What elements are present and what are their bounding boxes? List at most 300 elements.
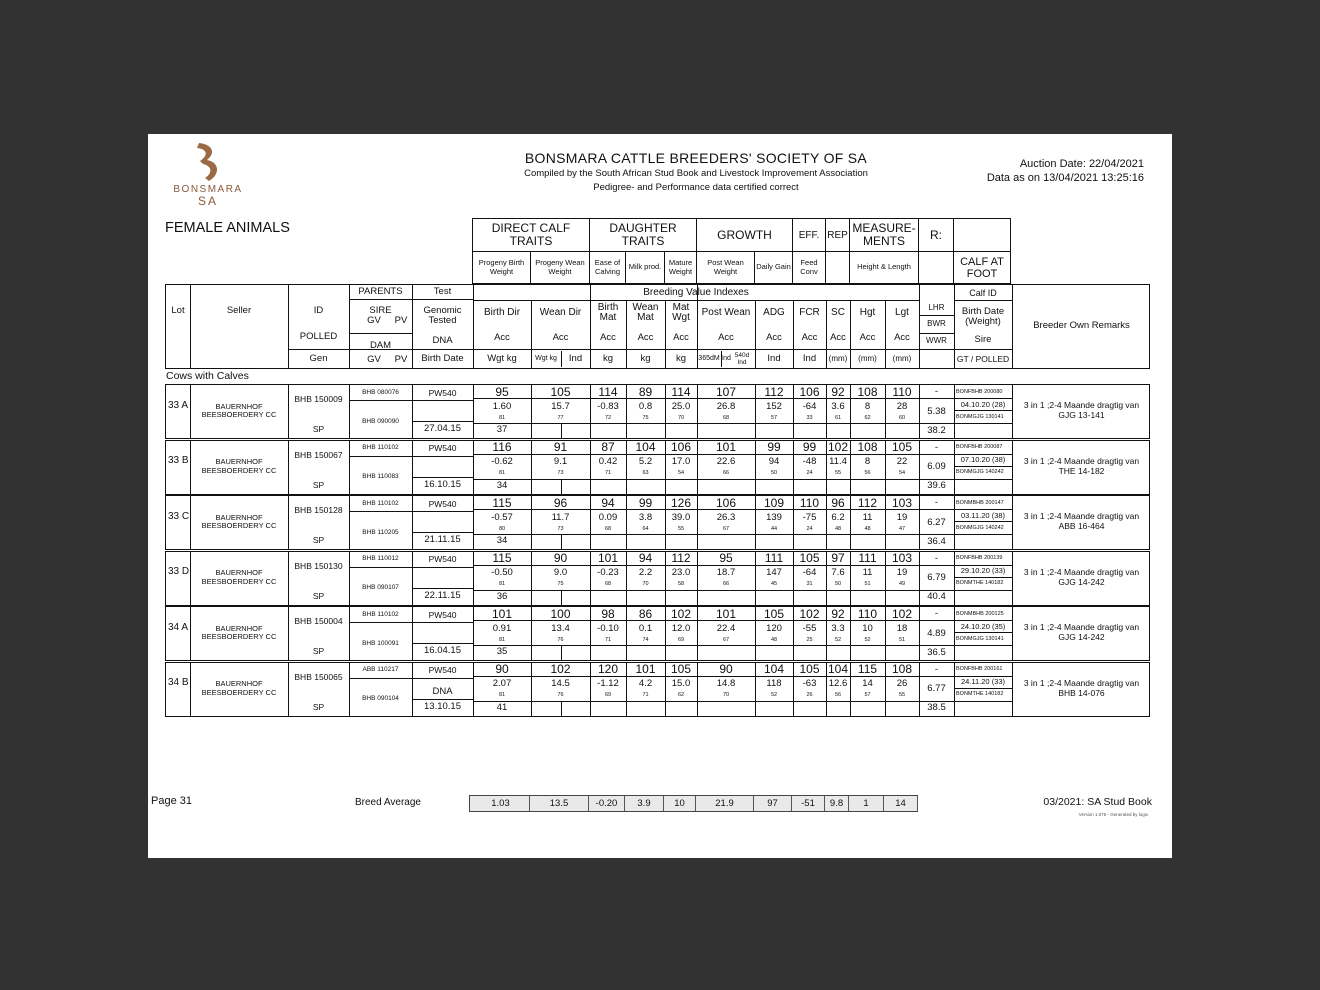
animal-id: BHB 150130: [294, 560, 343, 571]
index-lgt: 108: [891, 662, 913, 676]
lot-number: 34 A: [168, 621, 189, 633]
row-column-rule: [561, 534, 562, 549]
row-rule: [473, 479, 919, 480]
sire-id: BHB 080076: [362, 388, 399, 396]
column-adg: ADG: [763, 307, 785, 318]
page-subtitle: Compiled by the South African Stud Book and Livestock Improvement Association: [524, 168, 868, 179]
subgroup-postwean: Post Wean Weight: [696, 251, 755, 284]
index-pw: 101: [715, 440, 737, 454]
accuracy-wd: 76: [557, 636, 564, 643]
index-adg: 109: [763, 495, 785, 510]
accuracy-wd: 76: [557, 692, 564, 698]
breeder-remark: 3 in 1 ;2-4 Maande dragtig van BHB 14-076: [1023, 677, 1140, 698]
index-lgt: 103: [891, 551, 913, 565]
accuracy-mw: 70: [677, 414, 685, 421]
birth-date: 22.11.15: [424, 589, 461, 601]
bwr-value: 6.79: [927, 572, 946, 583]
column-dna: DNA: [432, 335, 453, 346]
header-row-rule: [473, 300, 919, 301]
value-sc: 3.3: [831, 622, 845, 634]
row-rule: [349, 456, 473, 457]
accuracy-adg: 48: [770, 636, 778, 643]
value-sc: 3.6: [831, 400, 845, 412]
accuracy-mw: 58: [677, 581, 685, 587]
index-fcr: 99: [802, 440, 817, 454]
accuracy-hgt: 62: [864, 414, 871, 421]
index-wd: 100: [550, 606, 571, 621]
column-calf-birth-date: Birth Date (Weight): [961, 306, 1005, 327]
accuracy-fcr: 33: [806, 414, 813, 421]
seller-name: BAUERNHOF BEESBOERDERY CC: [201, 457, 277, 475]
birth-date: 16.10.15: [424, 478, 461, 490]
value-wd: 9.0: [553, 567, 568, 578]
column-birth-mat: Birth Mat: [597, 302, 619, 323]
accuracy-mw: 54: [677, 470, 685, 476]
average-pw: 21.9: [696, 796, 754, 811]
accuracy-wm: 75: [642, 414, 649, 421]
value-bm: -0.23: [597, 567, 619, 578]
sire-id: ABB 110217: [362, 666, 399, 673]
bwr-value: 6.77: [927, 683, 946, 694]
birth-date: 13.10.15: [424, 700, 461, 712]
calf-birth-date: 04.10.20 (28): [960, 399, 1006, 409]
calf-id: BONFBHB 200139: [956, 555, 1003, 561]
group-direct: DIRECT CALF TRAITS: [472, 218, 590, 252]
index-bd: 95: [495, 384, 509, 399]
column-unit: 365dM: [698, 355, 720, 362]
column-unit: (mm): [892, 354, 912, 363]
index-wd: 105: [550, 384, 571, 399]
index-bm: 101: [597, 551, 619, 565]
index-bm: 114: [598, 384, 618, 399]
calf-sire: BONMTHE 140182: [956, 691, 1004, 697]
subgroup-feed: Feed Conv: [792, 251, 826, 284]
dam-id: BHB 100091: [362, 639, 399, 647]
seller-name: BAUERNHOF BEESBOERDERY CC: [201, 623, 277, 641]
index-pw: 101: [715, 606, 737, 621]
wwr-value: 38.5: [927, 702, 946, 713]
accuracy-bm: 71: [604, 636, 612, 643]
row-rule: [473, 423, 919, 424]
column-sire: SIRE: [369, 305, 392, 316]
bwr-value: 6.09: [927, 461, 946, 472]
column-id: ID: [313, 305, 324, 316]
accuracy-wd: 75: [557, 581, 564, 587]
column-gen: Gen: [309, 353, 328, 364]
index-wm: 101: [635, 662, 656, 676]
breeder-remark: 3 in 1 ;2-4 Maande dragtig van ABB 16-464: [1023, 511, 1140, 531]
seller-name: BAUERNHOF BEESBOERDERY CC: [201, 679, 277, 697]
dna-flag: [412, 629, 473, 643]
accuracy-bm: 71: [604, 470, 612, 476]
index-mw: 105: [670, 662, 692, 676]
sire-id: BHB 110102: [362, 444, 399, 451]
breed-average-bar: [469, 795, 918, 812]
accuracy-adg: 50: [770, 470, 778, 476]
value-pw: 18.7: [716, 567, 736, 578]
value-mw: 12.0: [671, 622, 691, 634]
lhr-value: -: [934, 552, 939, 564]
column-lgt: Lgt: [895, 307, 909, 318]
row-rule: [954, 645, 1012, 646]
value-mw: 39.0: [671, 511, 691, 523]
value-sc: 7.6: [831, 567, 845, 578]
column-wean-dir: Wean Dir: [539, 307, 582, 318]
seller-name: BAUERNHOF BEESBOERDERY CC: [201, 568, 277, 586]
header-row-rule: [349, 333, 412, 334]
row-rule: [349, 511, 473, 512]
dam-id: BHB 110083: [362, 473, 399, 480]
accuracy-bm: 72: [604, 414, 612, 421]
index-pw: 95: [719, 551, 733, 565]
index-sc: 104: [827, 662, 849, 676]
index-sc: 92: [831, 606, 845, 621]
row-column-rule: [561, 590, 562, 605]
accuracy-bm: 68: [604, 581, 612, 587]
column-genomic: Genomic Tested: [423, 305, 462, 326]
row-rule: [954, 423, 1012, 424]
average-bd: 1.03: [472, 796, 530, 811]
column-lot: Lot: [171, 305, 185, 316]
lot-number: 33 B: [168, 455, 189, 466]
test-code: PW540: [428, 554, 457, 564]
header-column-rule: [561, 351, 562, 367]
index-wd: 90: [553, 551, 568, 565]
index-fcr: 105: [799, 551, 820, 565]
value-lgt: 28: [896, 400, 908, 412]
row-column-rule: [1012, 607, 1013, 660]
column-wean-mat: Wean Mat: [632, 302, 659, 323]
column-gt-polled: GT / POLLED: [956, 353, 1010, 364]
index-mw: 106: [670, 440, 692, 454]
calf-sire: BONMGJG 140242: [956, 524, 1004, 531]
accuracy-pw: 68: [722, 414, 730, 421]
column-header: [165, 284, 1150, 369]
animal-gen: SP: [312, 646, 325, 656]
column-acc: Acc: [673, 332, 689, 343]
dna-flag: DNA: [432, 686, 453, 697]
test-code: PW540: [428, 387, 457, 398]
lhr-value: -: [934, 386, 939, 397]
lhr-value: -: [934, 663, 939, 675]
dna-flag: [412, 463, 473, 477]
header-row-rule: [954, 300, 1012, 301]
index-hgt: 111: [858, 551, 877, 565]
index-wm: 99: [638, 495, 653, 510]
value-mw: 15.0: [671, 678, 691, 689]
birth-date: 21.11.15: [424, 534, 461, 545]
column-remarks: Breeder Own Remarks: [1033, 320, 1130, 331]
index-adg: 112: [764, 384, 784, 399]
lhr-value: -: [934, 441, 939, 453]
seller-name: BAUERNHOF BEESBOERDERY CC: [201, 401, 277, 419]
accuracy-bm: 69: [604, 692, 612, 698]
accuracy-pw: 67: [722, 636, 730, 643]
breeder-remark: 3 in 1 ;2-4 Maande dragtig van GJG 14-242: [1023, 566, 1140, 587]
subgroup-r_blank: [918, 251, 954, 284]
accuracy-adg: 52: [770, 692, 778, 698]
row-column-rule: [1012, 552, 1013, 605]
value-mw: 23.0: [671, 567, 691, 578]
value-hgt: 8: [864, 456, 871, 467]
table-row: [165, 440, 1150, 495]
value-hgt: 14: [862, 678, 873, 689]
lot-number: 33 C: [168, 510, 190, 522]
bull-head-icon: [191, 140, 225, 184]
accuracy-hgt: 56: [864, 470, 871, 476]
accuracy-adg: 45: [770, 581, 778, 587]
accuracy-mw: 69: [677, 636, 685, 643]
value-bm: 0.42: [598, 456, 618, 467]
auction-date: Auction Date: 22/04/2021: [1019, 158, 1144, 170]
accuracy-wm: 74: [642, 636, 649, 643]
index-adg: 105: [763, 606, 785, 621]
accuracy-lgt: 47: [898, 525, 906, 532]
seller-name: BAUERNHOF BEESBOERDERY CC: [201, 512, 277, 530]
value-bd: -0.62: [491, 456, 513, 467]
index-bd: 116: [492, 440, 512, 454]
value-hgt: 8: [864, 400, 871, 412]
calf-sire: BONMGJG 130141: [956, 635, 1004, 642]
studbook-label: 03/2021: SA Stud Book: [1043, 796, 1152, 808]
column-unit: Ind: [767, 353, 781, 364]
test-code: PW540: [428, 665, 457, 675]
value-wd: 15.7: [551, 400, 570, 412]
index-wd: 96: [553, 495, 568, 510]
value-lgt: 19: [896, 511, 908, 523]
value-pw: 22.6: [716, 456, 736, 467]
accuracy-sc: 55: [834, 470, 842, 476]
table-row: [165, 606, 1150, 661]
animal-id: BHB 150009: [294, 394, 343, 404]
row-rule: [473, 701, 919, 702]
index-wm: 104: [635, 440, 656, 454]
dam-id: BHB 090107: [362, 584, 399, 591]
subgroup-rep_blank: [825, 251, 850, 284]
value-adg: 147: [766, 567, 782, 578]
wwr-value: 39.6: [927, 480, 946, 491]
value-fcr: -64: [802, 567, 817, 578]
average-mw: 10: [664, 796, 696, 811]
lot-number: 33 A: [168, 399, 189, 411]
column-acc: Acc: [894, 332, 910, 343]
wwr-value: 36.5: [927, 646, 946, 658]
index-bd: 115: [492, 551, 512, 565]
row-rule: [954, 590, 1012, 591]
value-pw: 14.8: [716, 678, 736, 689]
accuracy-sc: 52: [834, 636, 842, 643]
group-daughter: DAUGHTER TRAITS: [589, 218, 697, 252]
value-adg: 120: [766, 622, 782, 634]
accuracy-wm: 71: [642, 692, 649, 698]
accuracy-fcr: 24: [806, 525, 813, 532]
column-unit: 540d Ind: [734, 352, 750, 366]
value-lgt: 26: [896, 678, 908, 689]
index-fcr: 106: [799, 384, 820, 399]
row-rule: [954, 534, 1012, 535]
wwr-value: 38.2: [927, 424, 946, 436]
row-column-rule: [561, 701, 562, 716]
average-wm: 3.9: [625, 796, 664, 811]
index-wm: 86: [638, 606, 653, 621]
column-birth-date: Birth Date: [421, 353, 464, 364]
accuracy-wm: 70: [642, 581, 649, 587]
index-hgt: 112: [857, 495, 878, 510]
animal-id: BHB 150067: [294, 449, 343, 460]
column-pv: PV: [394, 354, 408, 365]
accuracy-wd: 77: [557, 414, 564, 421]
test-code: PW540: [428, 443, 457, 453]
value-wd: 14.5: [551, 678, 570, 689]
column-acc: Acc: [766, 332, 782, 343]
value-wm: 0.1: [638, 622, 653, 634]
column-polled: POLLED: [299, 331, 338, 342]
column-acc: Acc: [637, 332, 654, 343]
value-fcr: -55: [802, 622, 817, 634]
subgroup-ease: Ease of Calving: [589, 251, 626, 284]
accuracy-hgt: 48: [864, 525, 871, 532]
value-bd: 0.91: [492, 622, 512, 634]
column-unit: Wgt kg: [535, 355, 557, 362]
index-hgt: 108: [857, 384, 878, 399]
average-hgt: 1: [849, 796, 884, 811]
index-mw: 102: [670, 606, 692, 621]
index-adg: 111: [764, 551, 784, 565]
index-lgt: 105: [891, 440, 913, 454]
lhr-value: -: [934, 608, 939, 619]
data-timestamp: Data as on 13/04/2021 13:25:16: [986, 172, 1144, 184]
index-wm: 94: [638, 551, 653, 565]
dna-flag: [412, 574, 473, 588]
index-pw: 106: [715, 495, 737, 510]
subgroup-progeny_birth: Progeny Birth Weight: [472, 251, 531, 284]
row-rule: [954, 479, 1012, 480]
group-rep: REP: [825, 218, 850, 252]
index-bd: 115: [492, 495, 512, 510]
column-hgt: Hgt: [859, 307, 876, 318]
calf-id: BONMBHB 200147: [956, 499, 1004, 506]
accuracy-hgt: 57: [864, 692, 871, 698]
value-adg: 94: [768, 456, 780, 467]
index-adg: 104: [763, 662, 785, 676]
accuracy-bd: 81: [498, 414, 506, 421]
value-bm: -0.10: [597, 622, 619, 634]
bonsmara-logo: [168, 140, 248, 214]
sire-id: BHB 110012: [362, 555, 399, 562]
value-sc: 11.4: [829, 456, 847, 467]
value-adg: 152: [766, 400, 782, 412]
lot-number: 34 B: [168, 677, 189, 688]
table-row: [165, 551, 1150, 606]
column-test: Test: [433, 286, 452, 297]
accuracy-bd: 81: [498, 470, 506, 476]
bwr-value: 4.89: [927, 627, 946, 639]
column-sc: SC: [831, 307, 845, 318]
average-lgt: 14: [884, 796, 918, 811]
column-unit: Ind: [721, 355, 731, 362]
calf-sire: BONMTHE 140182: [956, 580, 1004, 586]
value-bm: 0.09: [598, 511, 618, 523]
accuracy-lgt: 60: [898, 414, 906, 421]
subgroup-progeny_wean: Progeny Wean Weight: [530, 251, 590, 284]
accuracy-adg: 57: [770, 414, 778, 421]
breed-average-label: Breed Average: [355, 797, 421, 808]
table-row: [165, 662, 1150, 717]
row-rule: [473, 645, 919, 646]
value-bd: -0.57: [491, 511, 513, 523]
wwr-value: 36.4: [927, 535, 946, 547]
value-mw: 17.0: [671, 456, 691, 467]
index-mw: 112: [671, 551, 691, 565]
accuracy-bm: 68: [604, 525, 612, 532]
index-wm: 89: [638, 384, 653, 399]
column-acc: Acc: [859, 332, 876, 343]
version-label: Version 1.075 - Generated by logix: [1078, 812, 1148, 817]
group-r: R:: [918, 218, 954, 252]
section-title: FEMALE ANIMALS: [165, 220, 290, 236]
birth-weight: 41: [496, 701, 508, 713]
subgroup-hl: Height & Length: [849, 251, 919, 284]
accuracy-pw: 67: [722, 525, 730, 532]
wwr-value: 40.4: [927, 591, 946, 602]
row-rule: [349, 678, 473, 679]
accuracy-wd: 73: [557, 525, 564, 532]
header-column-rule: [190, 285, 191, 368]
column-birth-dir: Birth Dir: [483, 307, 521, 318]
logo-subtext: SA: [197, 194, 218, 208]
value-bd: -0.50: [491, 567, 513, 578]
breeder-remark: 3 in 1 ;2-4 Maande dragtig van GJG 13-141: [1023, 400, 1140, 420]
group-measure: MEASURE-MENTS: [849, 218, 919, 252]
column-bvi: Breeding Value Indexes: [643, 286, 749, 298]
bwr-value: 6.27: [927, 516, 946, 528]
birth-weight: 37: [496, 424, 508, 435]
index-lgt: 110: [892, 384, 912, 399]
accuracy-fcr: 25: [806, 636, 813, 643]
accuracy-bd: 81: [498, 692, 506, 698]
column-unit: kg: [675, 353, 687, 364]
index-bm: 120: [597, 662, 619, 676]
calf-id: BONMBHB 200125: [956, 610, 1004, 617]
column-lhr: LHR: [928, 302, 945, 312]
value-hgt: 11: [862, 511, 873, 523]
column-wwr: WWR: [926, 336, 947, 345]
row-rule: [349, 400, 473, 401]
calf-birth-date: 07.10.20 (38): [960, 455, 1006, 464]
accuracy-pw: 66: [722, 470, 730, 476]
accuracy-lgt: 55: [898, 692, 906, 698]
index-sc: 97: [831, 551, 845, 565]
value-fcr: -48: [802, 456, 817, 467]
dam-id: BHB 090090: [362, 417, 399, 425]
accuracy-mw: 62: [677, 692, 685, 698]
value-wd: 9.1: [553, 456, 568, 467]
birth-weight: 35: [496, 646, 508, 657]
index-bd: 101: [491, 606, 513, 621]
test-code: PW540: [428, 609, 457, 620]
column-bwr: BWR: [927, 319, 946, 328]
group-growth: GROWTH: [696, 218, 793, 252]
value-fcr: -64: [802, 400, 817, 412]
animal-gen: SP: [312, 479, 325, 490]
value-adg: 139: [766, 511, 782, 523]
value-lgt: 18: [896, 622, 908, 634]
accuracy-fcr: 26: [806, 692, 813, 698]
value-wm: 4.2: [638, 678, 653, 689]
accuracy-hgt: 51: [864, 581, 871, 587]
column-gv: GV: [367, 315, 381, 326]
animal-gen: SP: [312, 701, 325, 712]
